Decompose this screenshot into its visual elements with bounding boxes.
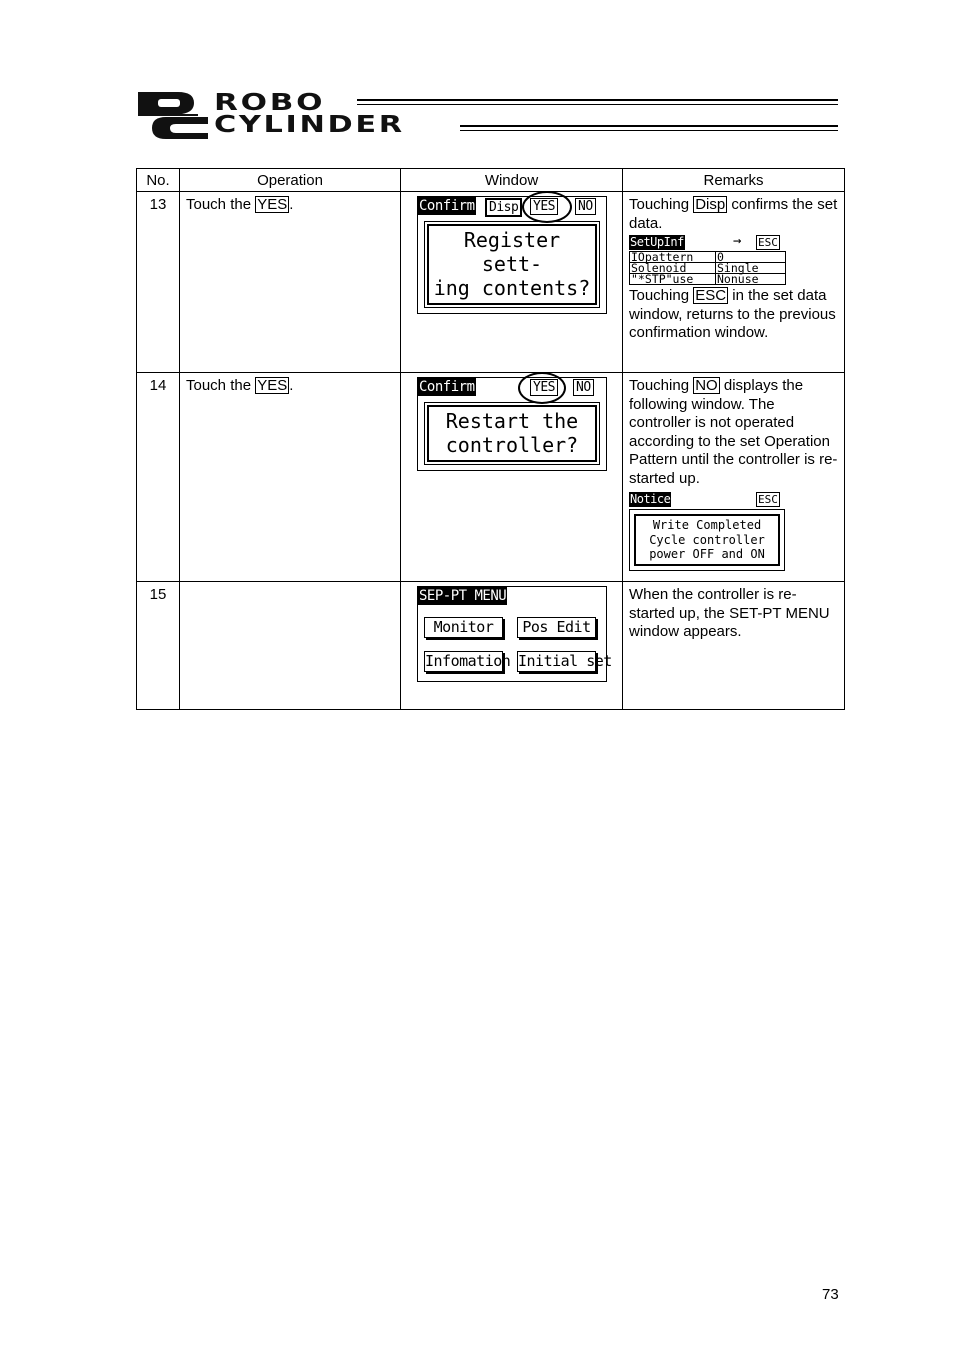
header-rule-top	[357, 99, 838, 101]
yes-key: YES	[257, 377, 288, 394]
initial-set-button[interactable]: Initial set	[518, 652, 612, 670]
mini-title-bar	[629, 235, 785, 251]
message-text	[427, 224, 597, 305]
setup-key: Solenoid	[630, 263, 716, 274]
header-rule-top-thin	[357, 104, 838, 105]
pos-edit-button[interactable]: Pos Edit	[517, 617, 596, 638]
remark-text-1: When the controller is re-started up, the SET-PT MENU window appears.	[629, 586, 830, 640]
table-row	[137, 192, 845, 373]
yes-button[interactable]: YES	[530, 198, 558, 215]
message-line-1: Restart the	[445, 409, 579, 433]
window-cell	[401, 373, 623, 582]
remark-suffix: displays the following window. The controller is not operated according to the set Operation Pattern until the controller is re-started up.	[629, 377, 838, 487]
col-header-no: No.	[137, 169, 180, 192]
yes-key: YES	[257, 196, 288, 213]
procedure-table	[136, 168, 845, 710]
yes-button[interactable]: YES	[530, 379, 558, 396]
setupinf-screen	[629, 235, 785, 285]
robo-cylinder-logo	[136, 90, 846, 142]
operation-text: Touch the	[186, 377, 256, 394]
operation-cell	[180, 582, 401, 710]
remarks-cell	[623, 582, 845, 710]
setup-values-table	[629, 251, 786, 285]
step-number: 13	[137, 192, 180, 373]
remark-prefix: Touching	[629, 196, 694, 213]
logo-word-robo: ROBO	[214, 90, 326, 116]
setup-row	[630, 274, 786, 285]
operation-text: Touch the	[186, 196, 256, 213]
esc-button[interactable]: ESC	[758, 493, 778, 506]
remark-suffix: in the set data window, returns to the previous confirmation window.	[629, 287, 836, 341]
screen-title-bar	[418, 197, 606, 217]
remark-text-1	[629, 377, 838, 488]
screen-title: SEP-PT MENU	[419, 588, 507, 604]
window-cell	[401, 582, 623, 710]
setup-key: "*STP"use	[630, 274, 716, 285]
screen-title-bar	[418, 378, 606, 398]
page-number: 73	[822, 1286, 839, 1303]
setup-value: Nonuse	[716, 274, 786, 285]
mini-title-bar	[629, 492, 785, 508]
setup-value: Single	[716, 263, 786, 274]
remark-suffix: confirms the set data.	[629, 196, 838, 232]
message-box	[424, 221, 600, 308]
infomation-button[interactable]: Infomation	[425, 652, 511, 670]
col-header-operation: Operation	[180, 169, 401, 192]
notice-screen	[629, 492, 785, 571]
no-key: NO	[695, 377, 718, 394]
sep-pt-menu-screen	[417, 586, 612, 682]
no-button[interactable]: NO	[573, 379, 594, 396]
screen-title-bar	[418, 587, 606, 607]
remark-text-2	[629, 287, 838, 343]
operation-suffix: .	[289, 377, 294, 394]
no-button[interactable]: NO	[575, 198, 596, 215]
remark-text-1	[629, 196, 838, 233]
header-rule-bottom	[460, 125, 838, 127]
confirm-restart-screen	[417, 377, 607, 471]
window-cell	[401, 192, 623, 373]
arrow-right-icon[interactable]: →	[733, 233, 742, 249]
step-number: 14	[137, 373, 180, 582]
message-text	[427, 405, 597, 462]
operation-suffix: .	[289, 196, 294, 213]
screen-title: Confirm	[419, 198, 475, 214]
table-header-row	[137, 169, 845, 192]
notice-message-box	[629, 509, 785, 571]
monitor-button[interactable]: Monitor	[424, 617, 503, 638]
notice-line-1: Write Completed	[652, 518, 762, 532]
message-line-2: controller?	[445, 433, 579, 457]
setup-key: IOpattern	[630, 252, 716, 263]
notice-line-2: Cycle controller	[649, 532, 765, 547]
notice-line-3: power OFF and ON	[649, 547, 765, 561]
col-header-remarks: Remarks	[623, 169, 845, 192]
highlight-circle	[518, 372, 566, 404]
table-row	[137, 582, 845, 710]
mini-title: SetUpInf	[630, 235, 684, 249]
disp-key: Disp	[695, 196, 726, 213]
remark-prefix: Touching	[629, 377, 694, 394]
remark-prefix: Touching	[629, 287, 694, 304]
remarks-cell	[623, 192, 845, 373]
mini-title: Notice	[630, 492, 671, 506]
setup-value: 0	[716, 252, 786, 263]
step-number: 15	[137, 582, 180, 710]
esc-key: ESC	[695, 287, 727, 304]
message-box	[424, 402, 600, 465]
confirm-register-screen	[417, 196, 607, 314]
operation-cell	[180, 192, 401, 373]
highlight-circle	[522, 191, 572, 223]
screen-title: Confirm	[419, 379, 475, 395]
disp-button[interactable]: Disp	[485, 198, 522, 217]
esc-button[interactable]: ESC	[758, 236, 778, 249]
message-line-1: Register sett-	[463, 228, 561, 276]
message-line-2: ing contents?	[433, 276, 591, 300]
col-header-window: Window	[401, 169, 623, 192]
rc-logo-mark-icon	[136, 90, 211, 140]
header-rule-bottom-thin	[460, 130, 838, 131]
operation-cell	[180, 373, 401, 582]
remarks-cell	[623, 373, 845, 582]
notice-message	[634, 514, 780, 566]
table-row	[137, 373, 845, 582]
logo-word-cylinder: CYLINDER	[214, 112, 405, 138]
menu-button-grid	[418, 607, 612, 681]
